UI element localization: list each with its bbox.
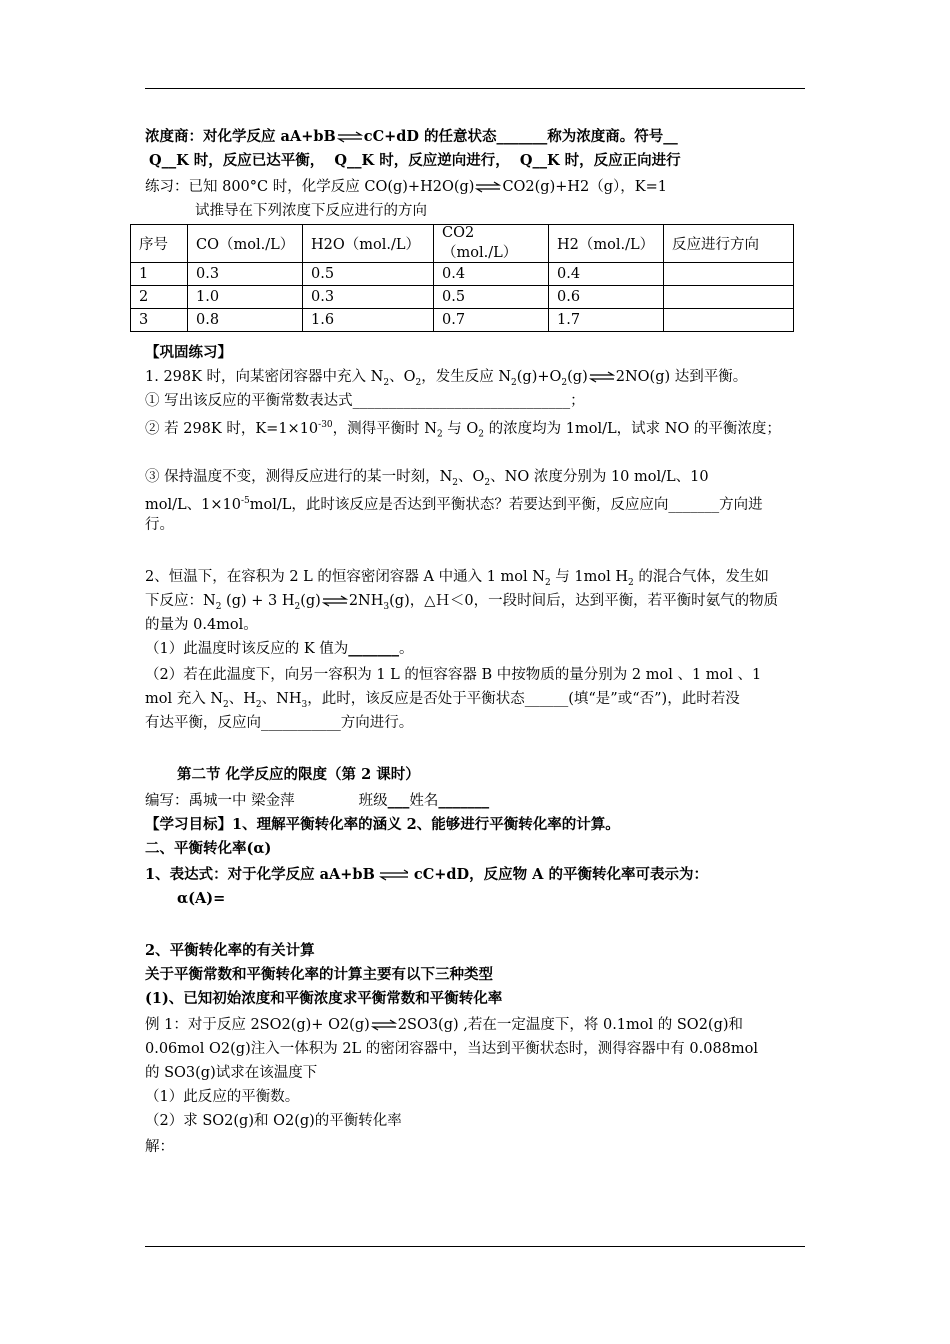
text: ，发生反应 N — [421, 369, 512, 385]
text: 方向进行。 — [340, 715, 414, 731]
example-line1 — [145, 1014, 805, 1036]
alpha-formula — [177, 888, 837, 910]
subscript: 2 — [478, 429, 485, 440]
table-cell: 1 — [131, 263, 188, 286]
concentration-quotient-def — [145, 126, 805, 148]
text: 、NO 浓度分别为 10 mol/L、10 — [490, 469, 709, 485]
table-cell — [664, 309, 794, 332]
consolidation-title — [145, 342, 805, 364]
text: 的浓度均为 1mol/L，试求 NO 的平衡浓度； — [484, 420, 781, 437]
text: （1）此温度时该反应的 K 值为 — [145, 641, 349, 657]
text: 班级 — [358, 793, 388, 809]
text: Q — [149, 152, 162, 169]
equilibrium-arrow-icon — [376, 869, 408, 881]
subscript: 2 — [223, 699, 229, 710]
table-cell: 0.3 — [188, 263, 303, 286]
subscript: 3 — [301, 699, 308, 710]
text: (1)、已知初始浓度和平衡浓度求平衡常数和平衡转化率 — [145, 990, 503, 1007]
blank: ___________ — [261, 715, 341, 731]
expression-line — [145, 864, 805, 886]
subscript: 2 — [383, 377, 390, 388]
table-header-cell: H2O（mol./L） — [303, 225, 434, 263]
text: 2NO(g) 达到平衡。 — [615, 369, 748, 385]
text: 与 O — [442, 420, 479, 437]
blank: ___ — [387, 792, 410, 809]
blank: _______ — [496, 128, 548, 145]
text: 2SO3(g) ,若在一定温度下，将 0.1mol 的 SO2(g)和 — [397, 1017, 744, 1033]
table-cell: 0.3 — [303, 286, 434, 309]
practice-sub — [195, 200, 855, 222]
table-row — [131, 286, 794, 309]
text: 2、平衡转化率的有关计算 — [145, 942, 315, 959]
equilibrium-arrow-icon — [371, 1019, 397, 1031]
question-1c-line3 — [145, 514, 805, 536]
text: 称为浓度商。符号 — [547, 128, 664, 145]
table-cell: 1.0 — [188, 286, 303, 309]
text: 行。 — [145, 517, 174, 533]
table-cell: 0.5 — [434, 286, 549, 309]
text: 【学习目标】1、理解平衡转化率的涵义 2、能够进行平衡转化率的计算。 — [145, 816, 620, 833]
table-cell: 0.6 — [549, 286, 664, 309]
blank: ______ — [524, 691, 569, 707]
table-cell: 0.4 — [434, 263, 549, 286]
calc-type-1 — [145, 988, 805, 1010]
text: 1、表达式：对于化学反应 aA+bB — [145, 866, 375, 883]
text: 编写：禹城一中 梁金萍 — [145, 793, 295, 809]
text: 2、恒温下，在容积为 2 L 的恒容密闭容器 A 中通入 1 mol N — [145, 569, 545, 585]
blank: __ — [161, 152, 177, 169]
text: K 时，反应已达平衡， — [176, 152, 325, 169]
example-line2 — [145, 1038, 805, 1060]
text: 的混合气体，发生如 — [633, 569, 769, 585]
calc-title — [145, 940, 805, 962]
text: 、NH — [261, 691, 302, 707]
text: 【巩固练习】 — [145, 344, 232, 361]
table-cell: 0.8 — [188, 309, 303, 332]
text: Q — [519, 152, 533, 169]
practice-line — [145, 176, 805, 198]
text: K 时，反应正向进行 — [546, 152, 681, 169]
table-cell: 0.7 — [434, 309, 549, 332]
header-rule — [145, 88, 805, 89]
equilibrium-arrow-icon — [322, 595, 348, 607]
table-cell — [664, 286, 794, 309]
text: cC+dD 的任意状态 — [363, 128, 497, 145]
text: 关于平衡常数和平衡转化率的计算主要有以下三种类型 — [145, 966, 493, 983]
blank: _______ — [438, 792, 490, 809]
equilibrium-arrow-icon — [475, 181, 501, 193]
text: (g) — [300, 593, 321, 609]
text: 有达平衡，反应向 — [145, 715, 261, 731]
text: 方向进 — [719, 496, 763, 513]
author-line — [145, 790, 805, 812]
text: ，此时，该反应是否处于平衡状态 — [307, 691, 525, 707]
example-line3 — [145, 1062, 805, 1084]
subscript: 2 — [544, 577, 551, 588]
table-header-row — [131, 225, 794, 263]
text: (填“是”或“否”)，此时若没 — [568, 691, 740, 707]
example-ask-1 — [145, 1086, 805, 1108]
section-heading — [177, 764, 837, 786]
equilibrium-arrow-icon — [337, 131, 363, 143]
table-cell: 3 — [131, 309, 188, 332]
question-1c-line2 — [145, 490, 805, 516]
equilibrium-arrow-icon — [589, 371, 615, 383]
text: （2）求 SO2(g)和 O2(g)的平衡转化率 — [145, 1113, 402, 1129]
table-cell: 2 — [131, 286, 188, 309]
text: 、O — [458, 469, 485, 485]
text: 第二节 化学反应的限度（第 2 课时） — [177, 766, 420, 783]
text: 姓名 — [409, 793, 439, 809]
text: (g)+O — [516, 369, 562, 385]
example-ask-2 — [145, 1110, 805, 1132]
text: ，测得平衡时 N — [332, 420, 437, 437]
question-1a — [145, 390, 805, 412]
superscript: -5 — [240, 496, 250, 506]
subscript: 2 — [628, 577, 634, 588]
text: ① 写出该反应的平衡常数表达式 — [145, 393, 353, 409]
text: 例 1：对于反应 2SO2(g)+ O2(g) — [145, 1017, 370, 1033]
text: 、O — [389, 369, 416, 385]
text: ③ 保持温度不变，测得反应进行的某一时刻，N — [145, 469, 453, 485]
table-header-cell: 序号 — [131, 225, 188, 263]
text: (g) + 3 H — [221, 593, 295, 609]
blank: ______________________________ — [352, 393, 571, 409]
table-cell — [664, 263, 794, 286]
text: K 时，反应逆向进行， — [361, 152, 510, 169]
text: 练习：已知 800°C 时，化学反应 CO(g)+H2O(g) — [145, 179, 475, 195]
text: （2）若在此温度下，向另一容积为 1 L 的恒容容器 B 中按物质的量分别为 2 mol 、1 mol 、1 — [145, 667, 762, 683]
text: ； — [570, 393, 585, 409]
question-2b-line1 — [145, 664, 805, 686]
calc-intro — [145, 964, 805, 986]
text: （1）此反应的平衡数。 — [145, 1089, 300, 1105]
blank: _______ — [348, 640, 400, 657]
text: 2NH — [348, 593, 384, 609]
subscript: 2 — [561, 377, 568, 388]
text: 解： — [145, 1139, 174, 1155]
table-cell: 0.4 — [549, 263, 664, 286]
table-row — [131, 309, 794, 332]
table-header-cell: 反应进行方向 — [664, 225, 794, 263]
subscript: 2 — [484, 477, 491, 488]
subsection-title — [145, 838, 805, 860]
blank: __ — [663, 128, 678, 145]
text: (g)，△Ｈ＜0，一段时间后，达到平衡，若平衡时氨气的物质 — [389, 593, 779, 609]
text: 与 1mol H — [550, 569, 629, 585]
text: mol 充入 N — [145, 691, 224, 707]
subscript: 2 — [452, 477, 459, 488]
q-vs-k-line — [149, 150, 809, 172]
text: 。 — [399, 641, 414, 657]
subscript: 2 — [215, 601, 222, 612]
text: 的量为 0.4mol。 — [145, 617, 258, 633]
text: 试推导在下列浓度下反应进行的方向 — [195, 203, 427, 219]
superscript: -30 — [318, 420, 333, 430]
text: ② 若 298K 时，K=1×10 — [145, 420, 319, 437]
text: 二、平衡转化率(α) — [145, 840, 272, 857]
question-2-line3 — [145, 614, 805, 636]
table-cell: 0.5 — [303, 263, 434, 286]
text: mol/L、1×10 — [145, 496, 241, 513]
subscript: 3 — [383, 601, 390, 612]
text: 的 SO3(g)试求在该温度下 — [145, 1065, 318, 1081]
concentration-table — [130, 224, 794, 332]
table-cell: 1.6 — [303, 309, 434, 332]
subscript: 2 — [415, 377, 422, 388]
text: CO2(g)+H2（g），K=1 — [502, 179, 667, 195]
text: 下反应：N — [145, 593, 216, 609]
footer-rule — [145, 1246, 805, 1247]
text: mol/L，此时该反应是否达到平衡状态？若要达到平衡，反应应向 — [249, 496, 669, 513]
text: α(A)= — [177, 890, 226, 907]
text: cC+dD，反应物 A 的平衡转化率可表示为： — [408, 866, 708, 883]
blank: __ — [347, 152, 362, 169]
question-1b — [145, 414, 805, 446]
subscript: 2 — [294, 601, 301, 612]
table-header-cell: H2（mol./L） — [549, 225, 664, 263]
solution-label — [145, 1136, 805, 1158]
text: 1. 298K 时，向某密闭容器中充入 N — [145, 369, 384, 385]
question-2b-line3 — [145, 712, 805, 734]
text: (g) — [567, 369, 588, 385]
subscript: 2 — [511, 377, 517, 388]
question-2a — [145, 638, 805, 660]
text: 浓度商：对化学反应 aA+bB — [145, 128, 336, 145]
blank: _______ — [668, 496, 720, 513]
table-cell: 1.7 — [549, 309, 664, 332]
learning-goal — [145, 814, 805, 836]
table-header-cell: CO（mol./L） — [188, 225, 303, 263]
table-header-cell: CO2（mol./L） — [434, 225, 549, 263]
subscript: 2 — [255, 699, 262, 710]
text: 、H — [228, 691, 256, 707]
subscript: 2 — [436, 429, 443, 440]
text: 0.06mol O2(g)注入一体积为 2L 的密闭容器中，当达到平衡状态时，测得容器中有 0.088mol — [145, 1041, 759, 1057]
table-row — [131, 263, 794, 286]
text: Q — [334, 152, 348, 169]
blank: __ — [532, 152, 547, 169]
